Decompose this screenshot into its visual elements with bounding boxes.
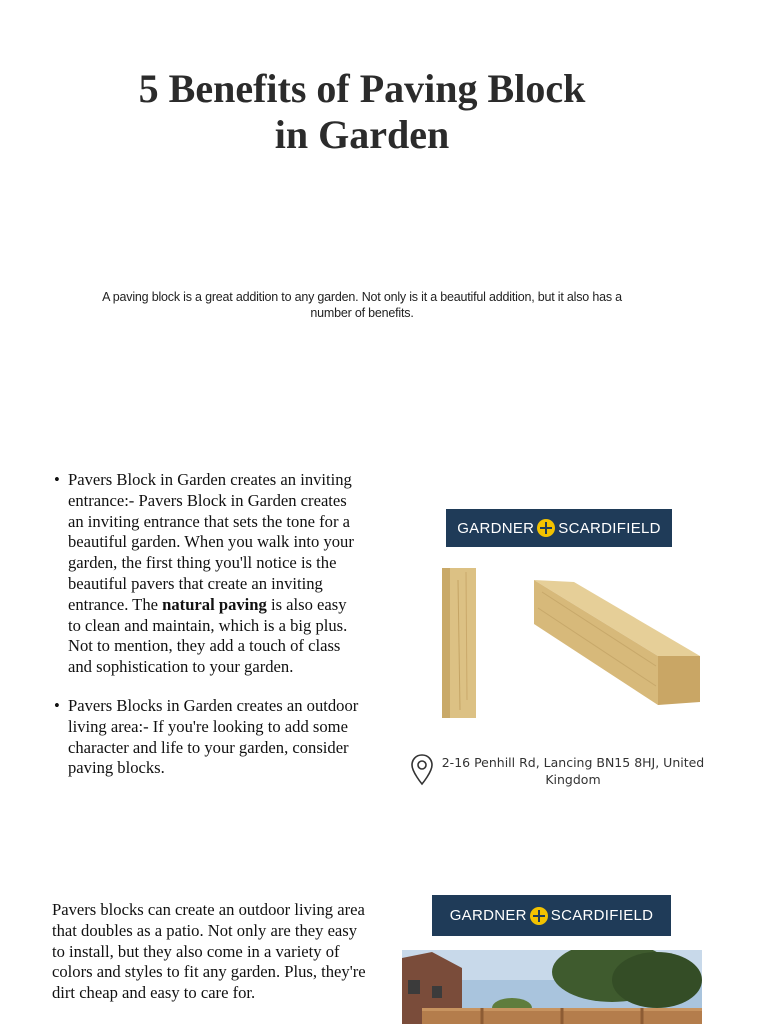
outdoor-living-paragraph: Pavers blocks can create an outdoor living area that doubles as a patio. Not only are they easy to install, but they also come in a variety of colors and styles to fit any garden. Plus, they're dirt cheap and easy to care for. [52,900,366,1003]
benefit-item [50,696,360,779]
benefit-bold-text: natural paving [162,594,267,614]
horizontal-beam [534,580,700,705]
location-pin-icon [410,753,434,787]
plus-icon [530,907,548,925]
logo-text-left: GARDNER [457,519,535,537]
gardner-scardifield-logo-2 [432,895,671,936]
plus-icon [537,519,555,537]
intro-text: A paving block is a great addition to any garden. Not only is it a beautiful addition, but it also has a number of benefits. [102,290,622,320]
logo-text-right: SCARDIFIELD [550,907,654,924]
vertical-post [442,568,476,718]
bullet-icon: • [54,695,60,715]
address-block [410,753,710,793]
benefit-text-cont: is also easy to clean and maintain, which is a big plus. Not to mention, they add a touch of class and sophistication to your garden. [68,594,348,677]
page-title [0,66,724,158]
gardner-scardifield-logo [446,509,672,547]
garden-fence-photo [402,950,702,1024]
page-title-line-1: 5 Benefits of Paving Block [138,66,586,111]
logo-text-right: SCARDIFIELD [558,519,661,537]
address-text: 2-16 Penhill Rd, Lancing BN15 8HJ, United Kingdom [441,755,705,787]
bullet-icon: • [54,470,60,489]
logo-text-left: GARDNER [449,907,527,924]
benefit-text: Pavers Blocks in Garden creates an outdoor living area:- If you're looking to add some character and life to your garden, consider paving blocks. [68,695,359,778]
benefit-item [50,470,360,678]
benefits-list [50,470,360,797]
page-title-line-2: in Garden [274,112,450,157]
benefit-text: Pavers Block in Garden creates an inviting entrance:- Pavers Block in Garden creates an inviting entrance that sets the tone for a beautiful garden. When you walk into your garden, the first thing you'll notice is the beautiful pavers that create an inviting entrance. The [68,470,354,614]
timber-posts-image [430,560,710,730]
